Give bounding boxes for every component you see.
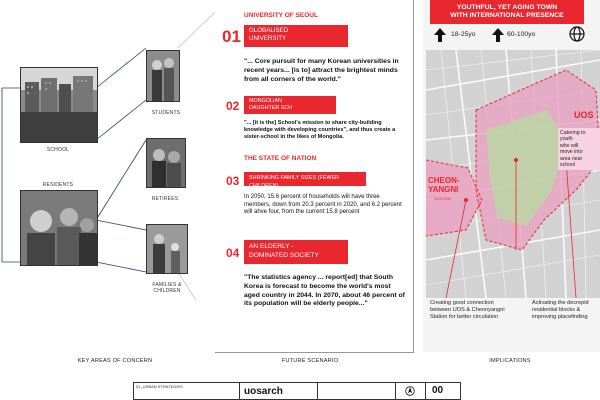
families-photo bbox=[146, 224, 188, 274]
caption-residents: RESIDENTS bbox=[42, 182, 74, 188]
note-right: Activating the decrepid residential blocks & improving placefinding bbox=[532, 300, 589, 320]
label-station: CHEON- YANGNI bbox=[428, 176, 460, 194]
num-04: 04 bbox=[226, 246, 240, 260]
north-arrow-icon bbox=[405, 386, 415, 396]
globe-icon bbox=[569, 26, 585, 42]
num-03: 03 bbox=[226, 174, 240, 188]
label-uos: UOS bbox=[574, 110, 594, 120]
heading-nation: THE STATE OF NATION bbox=[244, 155, 317, 162]
title-03: SHRINKING FAMILY SIZES (FEWER CHILDREN) bbox=[244, 172, 366, 186]
page-number: 00 bbox=[432, 385, 444, 396]
title-01: GLOBALISED UNIVERSITY bbox=[244, 25, 348, 47]
text-04: "The statistics agency ... report[ed] that South Korea is forecast to become the world's most aged country in 2044. In 2070, about 46 percent of its population will be elderly people..." bbox=[244, 274, 405, 308]
age-elderly: 60-100yo bbox=[507, 31, 536, 38]
title-04: AN ELDERLY - DOMINATED SOCIETY bbox=[244, 240, 348, 264]
school-photo bbox=[20, 67, 98, 143]
footer-scenario: FUTURE SCENARIO bbox=[281, 358, 339, 364]
title-block-info bbox=[318, 383, 396, 399]
text-01: "... Core pursuit for many Korean universities in recent years... [is to] attract the brightest minds from all corners of the world." bbox=[244, 58, 399, 83]
implications-title: YOUTHFUL, YET AGING TOWN WITH INTERNATIONAL PRESENCE bbox=[430, 0, 584, 24]
title-block-row1: 01_URBAN STRATEGIES bbox=[134, 383, 240, 399]
caption-retirees: RETIREES bbox=[151, 196, 179, 202]
brand-name: uosarch bbox=[244, 386, 283, 397]
label-catering: Catering to youth who will move into area near school bbox=[558, 128, 600, 170]
heading-university: UNIVERSITY OF SEOUL bbox=[244, 12, 318, 19]
num-02: 02 bbox=[226, 99, 240, 113]
note-left: Creating good connection between UOS & Cheonyangni Station for better circulation bbox=[430, 300, 505, 320]
footer-concerns: KEY AREAS OF CONCERN bbox=[77, 358, 153, 364]
students-photo bbox=[146, 50, 180, 102]
title-block bbox=[133, 382, 461, 400]
retirees-photo bbox=[146, 138, 186, 188]
title-02: MONGOLIAN DAUGHTER SCH bbox=[244, 96, 336, 114]
footer-implications: IMPLICATIONS bbox=[489, 358, 531, 364]
text-02: "... [it is the] School's mission to share city-building knowledge with developing countries", and thus create a sister-school in the likes of Mongolia. bbox=[244, 120, 396, 141]
label-station-sub: STATION bbox=[434, 196, 451, 201]
caption-students: STUDENTS bbox=[151, 110, 181, 116]
site-map bbox=[426, 50, 600, 298]
caption-families: FAMILIES & CHILDREN bbox=[152, 282, 182, 294]
age-youth: 18-25yo bbox=[451, 31, 476, 38]
caption-school: SCHOOL bbox=[46, 147, 70, 153]
up-arrow-icon bbox=[492, 28, 504, 42]
up-arrow-icon bbox=[434, 28, 446, 42]
title-block-scale bbox=[396, 383, 426, 399]
num-01: 01 bbox=[222, 27, 241, 46]
text-03: In 2050, 15.6 percent of households will have three members, down from 20.3 percent in 2020, and 6.2 percent will ahve four, from the current 15.8 percent bbox=[244, 194, 402, 216]
residents-photo bbox=[20, 190, 98, 266]
title-block-brand bbox=[240, 383, 318, 399]
